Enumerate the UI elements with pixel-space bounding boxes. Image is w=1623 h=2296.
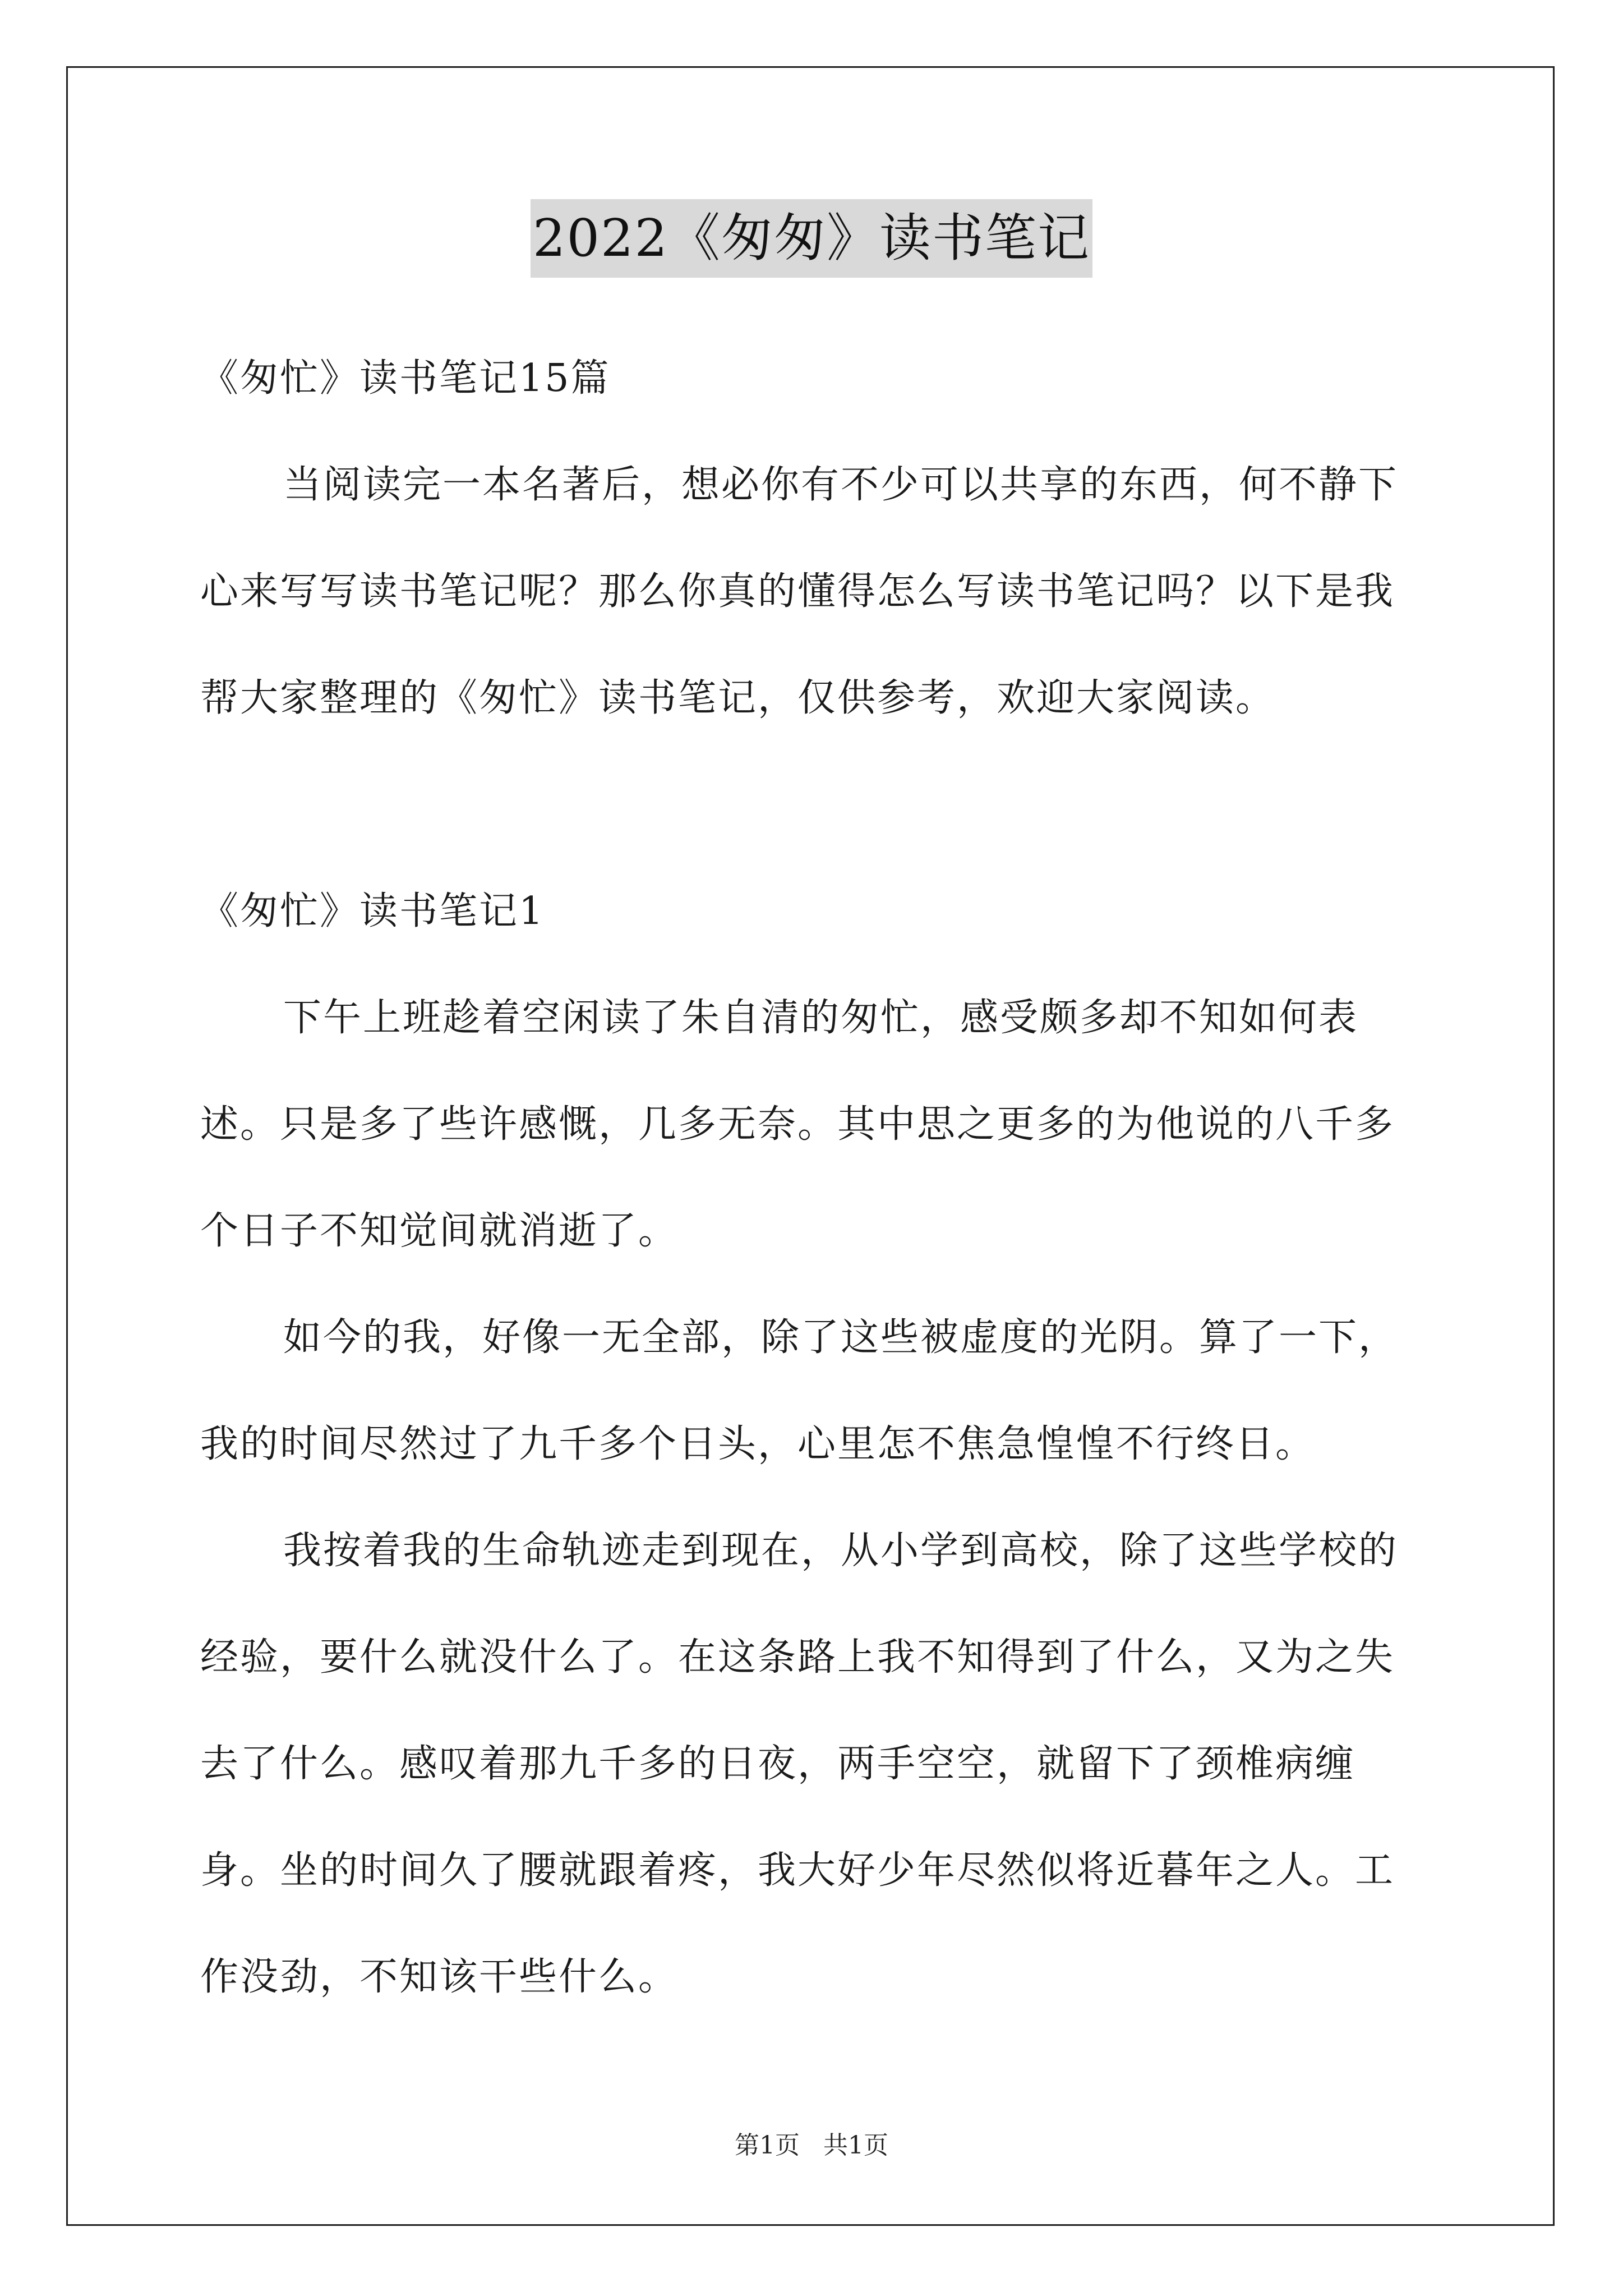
- section-heading: 《匆忙》读书笔记1: [200, 889, 545, 933]
- intro-paragraph: 当阅读完一本名著后，想必你有不少可以共享的东西，何不静下心来写写读书笔记呢？那么你真的懂得怎么写读书笔记吗？以下是我帮大家整理的《匆忙》读书笔记，仅供参考，欢迎大家阅读。: [200, 463, 1399, 720]
- body-paragraph-1: 下午上班趁着空闲读了朱自清的匆忙，感受颇多却不知如何表述。只是多了些许感慨，几多无奈。其中思之更多的为他说的八千多个日子不知觉间就消逝了。: [200, 996, 1395, 1253]
- page-footer: 第1页 共1页: [735, 2131, 888, 2160]
- subtitle: 《匆忙》读书笔记15篇: [200, 356, 611, 401]
- body-paragraph-2: 如今的我，好像一无全部，除了这些被虚度的光阴。算了一下，我的时间尽然过了九千多个日头，心里怎不焦急惶惶不行终日。: [200, 1315, 1399, 1466]
- document-body: [200, 303, 1434, 2031]
- document-title: 2022《匆匆》读书笔记: [531, 199, 1092, 278]
- body-paragraph-3: 我按着我的生命轨迹走到现在，从小学到高校，除了这些学校的经验，要什么就没什么了。在这条路上我不知得到了什么，又为之失去了什么。感叹着那九千多的日夜，两手空空，就留下了颈椎病缠身。坐的时间久了腰就跟着疼，我大好少年尽然似将近暮年之人。工作没劲，不知该干些什么。: [200, 1529, 1399, 1999]
- title-container: [0, 199, 1623, 278]
